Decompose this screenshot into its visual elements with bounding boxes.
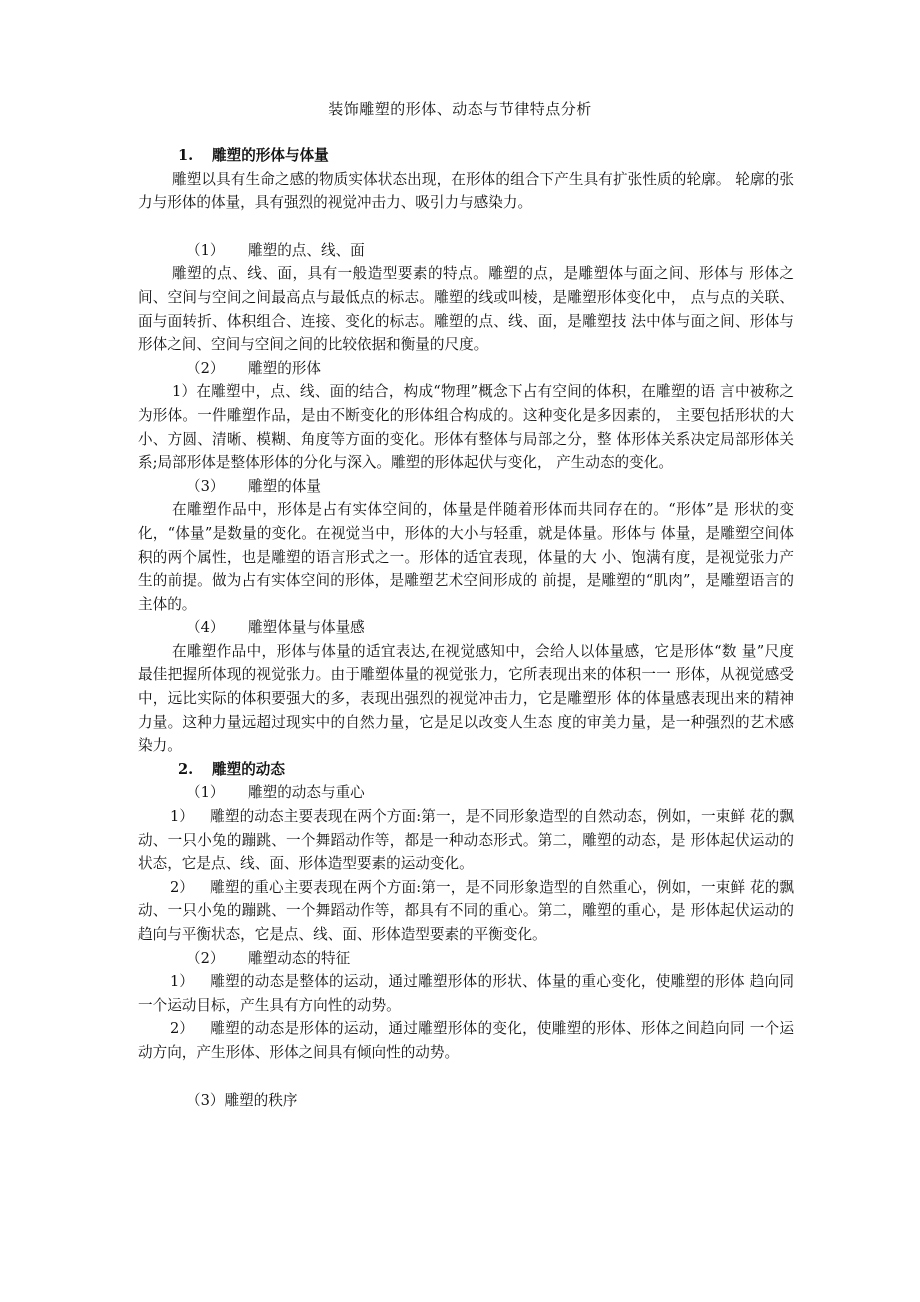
subsection-number: （1）: [186, 784, 225, 802]
subsection-1-2-heading: [138, 357, 794, 381]
section-title: 雕塑的形体与体量: [212, 147, 329, 164]
section-number: 1.: [178, 147, 194, 164]
item-number: 2）: [170, 878, 194, 896]
spacer: [138, 1065, 794, 1089]
subsection-2-2-heading: [138, 947, 794, 971]
subsection-1-2-text: 1）在雕塑中，点、线、面的结合，构成“物理”概念下占有空间的体积，在雕塑的语 言中被称之为形体。一件雕塑作品，是由不断变化的形体组合构成的。这种变化是多因素的， 主要包括形状的大小、方圆、清晰、模糊、角度等方面的变化。形体有整体与局部之分，整 体形体关系决定局部形体关系;局部形体是整体形体的分化与深入。雕塑的形体起伏与变化， 产生动态的变化。: [138, 383, 794, 472]
subsection-title: 雕塑的体量: [248, 477, 321, 495]
subsection-number: （2）: [186, 359, 225, 377]
item-text: 雕塑的动态是形体的运动，通过雕塑形体的变化，使雕塑的形体、形体之间趋向同 一个运动方向，产生形体、形体之间具有倾向性的动势。: [138, 1020, 794, 1061]
subsection-number: （1）: [186, 241, 225, 259]
item-text: 雕塑的动态是整体的运动，通过雕塑形体的形状、体量的重心变化，使雕塑的形体 趋向同一个运动目标，产生具有方向性的动势。: [138, 973, 794, 1014]
subsection-title: 雕塑体量与体量感: [248, 619, 365, 637]
subsection-2-3-heading: （3）雕塑的秩序: [186, 1091, 298, 1109]
subsection-number: （2）: [186, 949, 225, 967]
item-number: 1）: [170, 808, 194, 826]
subsection-title: 雕塑的形体: [248, 359, 321, 377]
subsection-2-2-item-2: [138, 1017, 794, 1064]
item-number: 1）: [170, 973, 194, 991]
subsection-2-1-item-1: [138, 805, 794, 876]
subsection-2-1-item-2: [138, 876, 794, 947]
section-1-heading: [138, 144, 794, 168]
subsection-title: 雕塑的点、线、面: [248, 241, 365, 259]
item-text: 雕塑的动态主要表现在两个方面:第一，是不同形象造型的自然动态，例如，一束鲜 花的飘动、一只小兔的蹦跳、一个舞蹈动作等，都是一种动态形式。第二，雕塑的动态，是 形体起伏运动的状态，它是点、线、面、形体造型要素的运动变化。: [138, 808, 794, 873]
subsection-2-2-item-1: [138, 970, 794, 1017]
subsection-title: 雕塑动态的特征: [248, 949, 351, 967]
subsection-1-4-heading: [138, 616, 794, 640]
section-title: 雕塑的动态: [212, 760, 285, 778]
subsection-1-1-heading: [138, 239, 794, 263]
subsection-1-3-heading: [138, 475, 794, 499]
subsection-1-4-text: 在雕塑作品中，形体与体量的适宜表达,在视觉感知中，会给人以体量感，它是形体“数 量”尺度最佳把握所体现的视觉张力。由于雕塑体量的视觉张力，它所表现出来的体积一一 形体，从视觉感受中，远比实际的体积要强大的多，表现出强烈的视觉冲击力，它是雕塑形 体的体量感表现出来的精神力量。这种力量远超过现实中的自然力量，它是足以改变人生态 度的审美力量，是一种强烈的艺术感染力。: [138, 642, 794, 755]
section-1-intro: 雕塑以具有生命之感的物质实体状态出现，在形体的组合下产生具有扩张性质的轮廓。 轮廓的张力与形体的体量，具有强烈的视觉冲击力、吸引力与感染力。: [138, 170, 794, 212]
spacer: [138, 215, 794, 239]
item-text: 雕塑的重心主要表现在两个方面:第一，是不同形象造型的自然重心，例如，一束鲜 花的飘动、一只小兔的蹦跳、一个舞蹈动作等，都具有不同的重心。第二，雕塑的重心，是 形体起伏运动的趋向与平衡状态，它是点、线、面、形体造型要素的平衡变化。: [138, 878, 794, 943]
subsection-2-1-heading: [138, 781, 794, 805]
document-title: 装饰雕塑的形体、动态与节律特点分析: [328, 100, 592, 118]
item-number: 2）: [170, 1020, 194, 1038]
subsection-number: （3）: [186, 477, 225, 495]
section-2-heading: [138, 758, 794, 782]
document-body: [138, 144, 794, 1112]
subsection-1-3-text: 在雕塑作品中，形体是占有实体空间的，体量是伴随着形体而共同存在的。“形体”是 形状的变化，“体量”是数量的变化。在视觉当中，形体的大小与轻重，就是体量。形体与 体量，是雕塑空间体积的两个属性，也是雕塑的语言形式之一。形体的适宜表现，体量的大 小、饱满有度，是视觉张力产生的前提。做为占有实体空间的形体，是雕塑艺术空间形成的 前提，是雕塑的“肌肉”，是雕塑语言的主体的。: [138, 501, 794, 613]
subsection-1-1-text: 雕塑的点、线、面，具有一般造型要素的特点。雕塑的点，是雕塑体与面之间、形体与 形体之间、空间与空间之间最高点与最低点的标志。雕塑的线或叫棱，是雕塑形体变化中， 点与点的关联、面与面转折、体积组合、连接、变化的标志。雕塑的点、线、面，是雕塑技 法中体与面之间、形体与形体之间、空间与空间之间的比较依据和衡量的尺度。: [138, 265, 794, 354]
section-number: 2.: [178, 760, 194, 778]
subsection-number: （4）: [186, 619, 225, 637]
subsection-title: 雕塑的动态与重心: [248, 784, 365, 802]
